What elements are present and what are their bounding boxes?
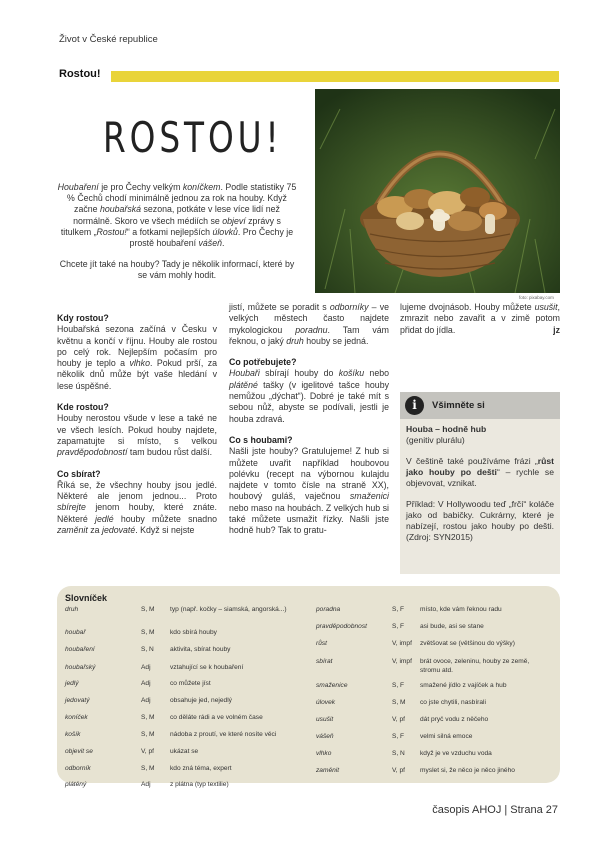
notice-title: Všimněte si xyxy=(432,400,485,411)
vocab-grammar: S, N xyxy=(392,750,405,757)
vocab-grammar: S, M xyxy=(141,629,155,636)
vocab-grammar: S, M xyxy=(141,714,155,721)
article-column-3 xyxy=(400,302,560,336)
article-column-2 xyxy=(229,302,389,547)
paragraph: Houby nerostou všude v lese a také ne ve všech lesích. Pokud houby najdete, zapamatujte si místo, s velkou pravděpodobností tam budou růst další. xyxy=(57,413,217,458)
vocab-grammar: S, F xyxy=(392,623,405,630)
vocab-meaning: co jste chytili, nasbírali xyxy=(420,699,486,706)
vocab-word: houbaření xyxy=(65,646,95,653)
vocab-word: smaženice xyxy=(316,682,348,689)
vocab-word: houbař xyxy=(65,629,86,636)
paragraph: Našli jste houby? Gratulujeme! Z hub si můžete uvařit například houbovou polévku (recept na výbornou kulajdu najdete v tomto čísle na straně XX), houbový guláš, vaječnou smaženici nebo maso na houbách. Z velkých hub si také můžete usmažit řízky. Našli jste hodně hub? Tak to gratu- xyxy=(229,446,389,536)
vocab-word: pravděpodobnost xyxy=(316,623,367,630)
paragraph: jistí, můžete se poradit s odborníky – ve velkých městech často najdete mykologickou poradnu. Tam vám řeknou, o jaký druh houby se jedná. xyxy=(229,302,389,346)
paragraph xyxy=(400,302,560,336)
page-footer: časopis AHOJ | Strana 27 xyxy=(432,804,558,816)
vocab-grammar: Adj xyxy=(141,680,151,687)
vocab-grammar: S, M xyxy=(141,606,155,613)
paragraph: Říká se, že všechny houby jsou jedlé. Některé ale jenom jednou... Proto sbírejte jenom houby, které znáte. Některé jedlé houby můžete snadno zaměnit za jedovaté. Když si nejste xyxy=(57,479,217,536)
intro-paragraph: Houbaření je pro Čechy velkým koníčkem. Podle statistiky 75 % Čechů chodí minimálně jednou za rok na houby. Když začne houbařská sezona, potkáte v lese více lidí než normálně. Skoro ve všech médiích se objeví zprávy s titulkem „Rostou!“ a fotkami nejlepších úlovků. Pro Čechy je prostě houbaření vášeň. xyxy=(57,182,297,249)
info-icon: i xyxy=(405,396,424,415)
vocab-meaning: asi bude, asi se stane xyxy=(420,623,484,630)
subheading: Co sbírat? xyxy=(57,468,101,479)
vocab-meaning: aktivita, sbírat houby xyxy=(170,646,231,653)
vocabulary-box xyxy=(57,586,560,788)
vocab-grammar: S, F xyxy=(392,682,405,689)
intro-paragraph: Chcete jít také na houby? Tady je několik informací, které by se vám mohly hodit. xyxy=(59,259,295,281)
vocab-meaning: typ (např. kočky – siamská, angorská...) xyxy=(170,606,287,613)
vocab-meaning: brát ovoce, zeleninu, houby ze země, stromu atd. xyxy=(420,658,530,674)
vocab-word: jedlý xyxy=(65,680,79,687)
vocab-meaning: smažené jídlo z vajíček a hub xyxy=(420,682,507,689)
vocab-meaning: co můžete jíst xyxy=(170,680,211,687)
paragraph: Houbaři sbírají houby do košíku nebo plátěné tašky (v igelitové tašce houby nemůžou „dýchat“). Dobré je také mít s sebou nůž, abyste se podívali, jestli je houba zdravá. xyxy=(229,368,390,424)
running-header: Život v České republice xyxy=(59,34,158,45)
vocab-word: houbařský xyxy=(65,664,96,671)
notice-header xyxy=(400,392,560,419)
subheading: Co s houbami? xyxy=(229,434,293,445)
vocab-meaning: vztahující se k houbaření xyxy=(170,664,244,671)
notice-body xyxy=(406,424,554,553)
author-signature: jz xyxy=(553,324,560,335)
notice-paragraph: Příklad: V Hollywoodu teď „frčí“ koláče jako od babičky. Cukrárny, které je nabízejí, rostou jako houby po dešti. (Zdroj: SYN2015) xyxy=(406,499,554,542)
vocab-word: sbírat xyxy=(316,658,333,665)
vocab-grammar: V, impf xyxy=(392,640,412,647)
vocabulary-title: Slovníček xyxy=(65,593,108,603)
vocab-word: odborník xyxy=(65,765,91,772)
vocab-grammar: V, pf xyxy=(392,716,405,723)
vocab-meaning: z plátna (typ textilie) xyxy=(170,781,229,788)
vocab-meaning: ukázat se xyxy=(170,748,199,755)
article-intro xyxy=(57,182,297,292)
section-label: Rostou! xyxy=(59,68,101,80)
notice-paragraph: V češtině také používáme frázi „růst jako houby po dešti“ – rychle se objevovat, vznikat. xyxy=(406,456,554,488)
vocab-meaning: kdo sbírá houby xyxy=(170,629,217,636)
vocab-meaning: velmi silná emoce xyxy=(420,733,473,740)
vocab-meaning: místo, kde vám řeknou radu xyxy=(420,606,502,613)
paragraph-text: lujeme dvojnásob. Houby můžete usušit, zmrazit nebo zavařit a v zimě potom přidat do jídla. xyxy=(400,302,560,335)
vocab-word: poradna xyxy=(316,606,341,613)
notice-box xyxy=(400,392,560,574)
vocab-word: usušit xyxy=(316,716,334,723)
subheading: Kdy rostou? xyxy=(57,313,109,323)
vocab-word: plátěný xyxy=(65,781,87,788)
vocab-grammar: V, pf xyxy=(141,748,154,755)
vocab-word: koníček xyxy=(65,714,88,721)
subheading: Kde rostou? xyxy=(57,402,109,413)
vocab-meaning: nádoba z proutí, ve které nosíte věci xyxy=(170,731,277,738)
vocab-word: vášeň xyxy=(316,733,334,740)
vocab-word: vlhko xyxy=(316,750,332,757)
vocab-word: košík xyxy=(65,731,81,738)
vocab-word: úlovek xyxy=(316,699,336,706)
mushroom-basket-photo xyxy=(315,89,560,293)
vocab-word: objevit se xyxy=(65,748,93,755)
section-accent-bar xyxy=(111,71,559,82)
article-title: ROSTOU! xyxy=(103,113,283,162)
vocab-word: zaměnit xyxy=(316,767,340,774)
vocab-grammar: S, M xyxy=(141,765,155,772)
notice-paragraph: Houba – hodně hub (genitiv plurálu) xyxy=(406,424,487,445)
vocab-grammar: V, pf xyxy=(392,767,405,774)
vocab-meaning: kdo zná téma, expert xyxy=(170,765,232,772)
article-column-1 xyxy=(57,313,217,546)
vocab-grammar: S, N xyxy=(141,646,154,653)
vocab-grammar: S, M xyxy=(392,699,406,706)
vocab-meaning: myslet si, že něco je něco jiného xyxy=(420,767,515,774)
vocab-meaning: zvětšovat se (většinou do výšky) xyxy=(420,640,515,647)
subheading: Co potřebujete? xyxy=(229,357,297,368)
vocab-grammar: S, M xyxy=(141,731,155,738)
vocab-grammar: S, F xyxy=(392,733,405,740)
vocab-word: růst xyxy=(316,640,327,647)
vocab-grammar: Adj xyxy=(141,664,151,671)
vocab-word: jedovatý xyxy=(65,697,90,704)
vocab-grammar: S, F xyxy=(392,606,405,613)
vocab-meaning: obsahuje jed, nejedlý xyxy=(170,697,232,704)
photo-illustration xyxy=(315,89,560,293)
vocab-grammar: V, impf xyxy=(392,658,412,665)
vocab-grammar: Adj xyxy=(141,781,151,788)
paragraph: Houbařská sezona začíná v Česku v květnu a končí v říjnu. Houby ale rostou po celý rok. Nejlepším počasím pro houby je teplo a vlhko. Pokud prší, za několik dnů může být vaše hledání v lese úspěšné. xyxy=(57,324,218,391)
vocab-meaning: dát pryč vodu z něčeho xyxy=(420,716,489,723)
photo-credit: foto: pixabay.com xyxy=(519,295,554,300)
vocab-meaning: co děláte rádi a ve volném čase xyxy=(170,714,263,721)
vocab-meaning: když je ve vzduchu voda xyxy=(420,750,492,757)
vocab-word: druh xyxy=(65,606,79,613)
vocab-grammar: Adj xyxy=(141,697,151,704)
